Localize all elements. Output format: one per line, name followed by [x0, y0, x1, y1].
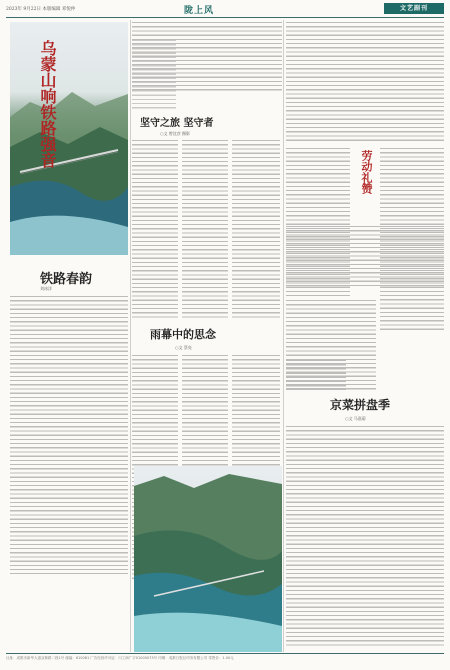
intro-body-narrow	[132, 40, 176, 110]
labor-title: 劳动礼赞	[360, 150, 373, 194]
railway-photo	[10, 22, 128, 255]
railway-body	[10, 296, 128, 574]
header-rule	[6, 17, 444, 18]
rain-title: 雨幕中的思念	[150, 328, 216, 341]
coast-photo	[134, 466, 282, 652]
guard-author: ○文 曾沈彦 摄影	[160, 131, 191, 136]
guard-title: 坚守之旅 坚守者	[140, 118, 214, 129]
railway-author: 刘冰洋	[40, 286, 52, 291]
issue-info: 2023年 9月22日 本版编辑 邓悦仲	[6, 7, 76, 12]
harvest-author: ○文 马嘉蔚	[345, 416, 366, 421]
guard-body-col1	[132, 140, 178, 318]
column-divider	[130, 20, 131, 652]
harvest-body	[286, 426, 444, 648]
harvest-title: 京菜拼盘季	[330, 398, 391, 412]
guard-body-col2	[182, 140, 228, 318]
rain-body-col4	[286, 360, 346, 390]
column-divider	[283, 20, 284, 652]
rain-author: ○文 蔡亮	[175, 345, 192, 350]
page-header	[6, 3, 444, 15]
footer-info: 社址：成都市新华大道双林路二段1号 邮编：610081 广告经营许可证：川工商广字01000073号 印刷：成都日报社印务有限公司 零售价：1.00元	[6, 656, 234, 660]
right-top-body	[286, 22, 444, 142]
guard-body-col3	[232, 140, 280, 318]
right-mid-body	[286, 226, 444, 286]
railway-photo-caption: 乌蒙山响铁路强音	[38, 40, 57, 168]
masthead-title: 陇上风	[184, 6, 215, 16]
footer-rule	[6, 653, 444, 654]
section-badge: 文艺副刊	[384, 3, 444, 14]
railway-title: 铁路春韵	[40, 272, 93, 287]
